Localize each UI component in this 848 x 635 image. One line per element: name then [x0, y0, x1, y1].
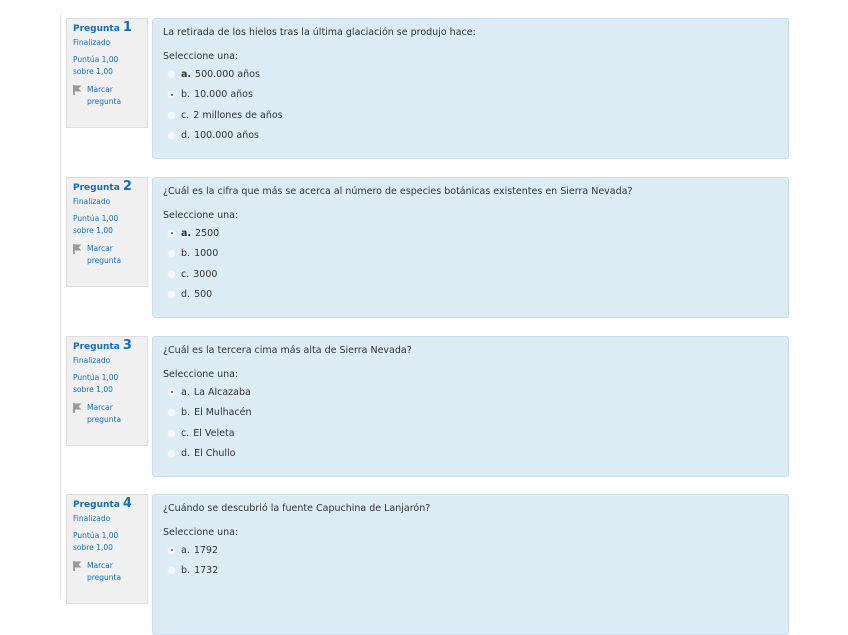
flag-icon: [73, 560, 83, 572]
answer-text: 2500: [195, 227, 220, 239]
answer-option-b[interactable]: b. 1732: [163, 561, 778, 582]
question-state: Finalizado: [73, 356, 111, 365]
question-number: Pregunta 1: [73, 20, 132, 35]
radio-button[interactable]: [167, 270, 176, 279]
answer-text: 100.000 años: [194, 130, 259, 142]
answer-text: 3000: [193, 268, 218, 280]
question-grade: Puntúa 1,00 sobre 1,00: [73, 55, 119, 76]
question-number: Pregunta 3: [73, 338, 132, 353]
flag-question-link[interactable]: Marcar pregunta: [73, 402, 147, 426]
question-number: Pregunta 4: [73, 496, 132, 511]
question-info: [66, 18, 148, 128]
radio-button[interactable]: [167, 111, 176, 120]
flag-question-link[interactable]: Marcar pregunta: [73, 243, 147, 267]
answer-option-b[interactable]: b. 10.000 años: [163, 85, 778, 106]
question-info: [66, 494, 148, 604]
question-number: Pregunta 2: [73, 179, 132, 194]
question-info: [66, 177, 148, 287]
answer-option-d[interactable]: d. 100.000 años: [163, 126, 778, 147]
radio-button[interactable]: [167, 290, 176, 299]
question-grade: Puntúa 1,00 sobre 1,00: [73, 373, 119, 394]
radio-button[interactable]: [167, 408, 176, 417]
radio-button-selected[interactable]: [167, 229, 176, 238]
radio-button-selected[interactable]: [167, 90, 176, 99]
answer-text: 10.000 años: [194, 89, 253, 101]
question-info: [66, 336, 148, 446]
answer-prompt: Seleccione una:: [163, 527, 239, 538]
question-state: Finalizado: [73, 197, 111, 206]
question-content: [152, 336, 789, 477]
answer-text: 500: [194, 289, 213, 301]
radio-button[interactable]: [167, 131, 176, 140]
answer-text: 2 millones de años: [193, 109, 283, 121]
answer-option-a[interactable]: a. 1792: [163, 540, 778, 561]
question-state: Finalizado: [73, 38, 111, 47]
radio-button[interactable]: [167, 249, 176, 258]
question-content: [152, 177, 789, 318]
answer-text: 1000: [194, 248, 219, 260]
answer-text: 500.000 años: [195, 68, 260, 80]
radio-button[interactable]: [167, 429, 176, 438]
question-text: ¿Cuál es la cifra que más se acerca al número de especies botánicas existentes en Sierra Nevada?: [163, 186, 633, 197]
flag-question-link[interactable]: Marcar pregunta: [73, 84, 147, 108]
answer-prompt: Seleccione una:: [163, 51, 239, 62]
answer-option-b[interactable]: b. 1000: [163, 244, 778, 265]
answer-text: 1792: [193, 544, 219, 556]
question-state: Finalizado: [73, 514, 111, 523]
radio-button[interactable]: [167, 566, 176, 575]
answer-prompt: Seleccione una:: [163, 210, 239, 221]
answer-option-b[interactable]: b. El Mulhacén: [163, 403, 778, 424]
flag-question-link[interactable]: Marcar pregunta: [73, 560, 147, 584]
answer-text: El Mulhacén: [194, 407, 252, 419]
question-content: [152, 18, 789, 159]
answer-option-c[interactable]: c. 3000: [163, 264, 778, 285]
answer-text: El Chullo: [194, 448, 236, 460]
question-text: ¿Cuándo se descubrió la fuente Capuchina de Lanjarón?: [163, 503, 431, 514]
answer-option-a[interactable]: a. 2500: [163, 223, 778, 244]
radio-button[interactable]: [167, 449, 176, 458]
page-left-border: [60, 14, 61, 599]
answer-prompt: Seleccione una:: [163, 369, 239, 380]
answer-option-d[interactable]: d. El Chullo: [163, 444, 778, 465]
flag-icon: [73, 243, 83, 255]
answer-option-d[interactable]: d. 500: [163, 285, 778, 306]
radio-button[interactable]: [167, 70, 176, 79]
answer-option-c[interactable]: c. 2 millones de años: [163, 105, 778, 126]
answer-option-a[interactable]: a. La Alcazaba: [163, 382, 778, 403]
question-grade: Puntúa 1,00 sobre 1,00: [73, 214, 119, 235]
answer-option-a[interactable]: a. 500.000 años: [163, 64, 778, 85]
flag-icon: [73, 402, 83, 414]
question-grade: Puntúa 1,00 sobre 1,00: [73, 531, 119, 552]
question-text: La retirada de los hielos tras la última glaciación se produjo hace:: [163, 27, 476, 38]
question-content: [152, 494, 789, 635]
radio-button-selected[interactable]: [167, 546, 176, 555]
question-text: ¿Cuál es la tercera cima más alta de Sierra Nevada?: [163, 345, 412, 356]
radio-button-selected[interactable]: [167, 388, 176, 397]
answer-text: El Veleta: [193, 427, 235, 439]
flag-icon: [73, 84, 83, 96]
answer-option-c[interactable]: c. El Veleta: [163, 423, 778, 444]
answer-text: La Alcazaba: [193, 386, 251, 398]
answer-text: 1732: [194, 565, 219, 577]
